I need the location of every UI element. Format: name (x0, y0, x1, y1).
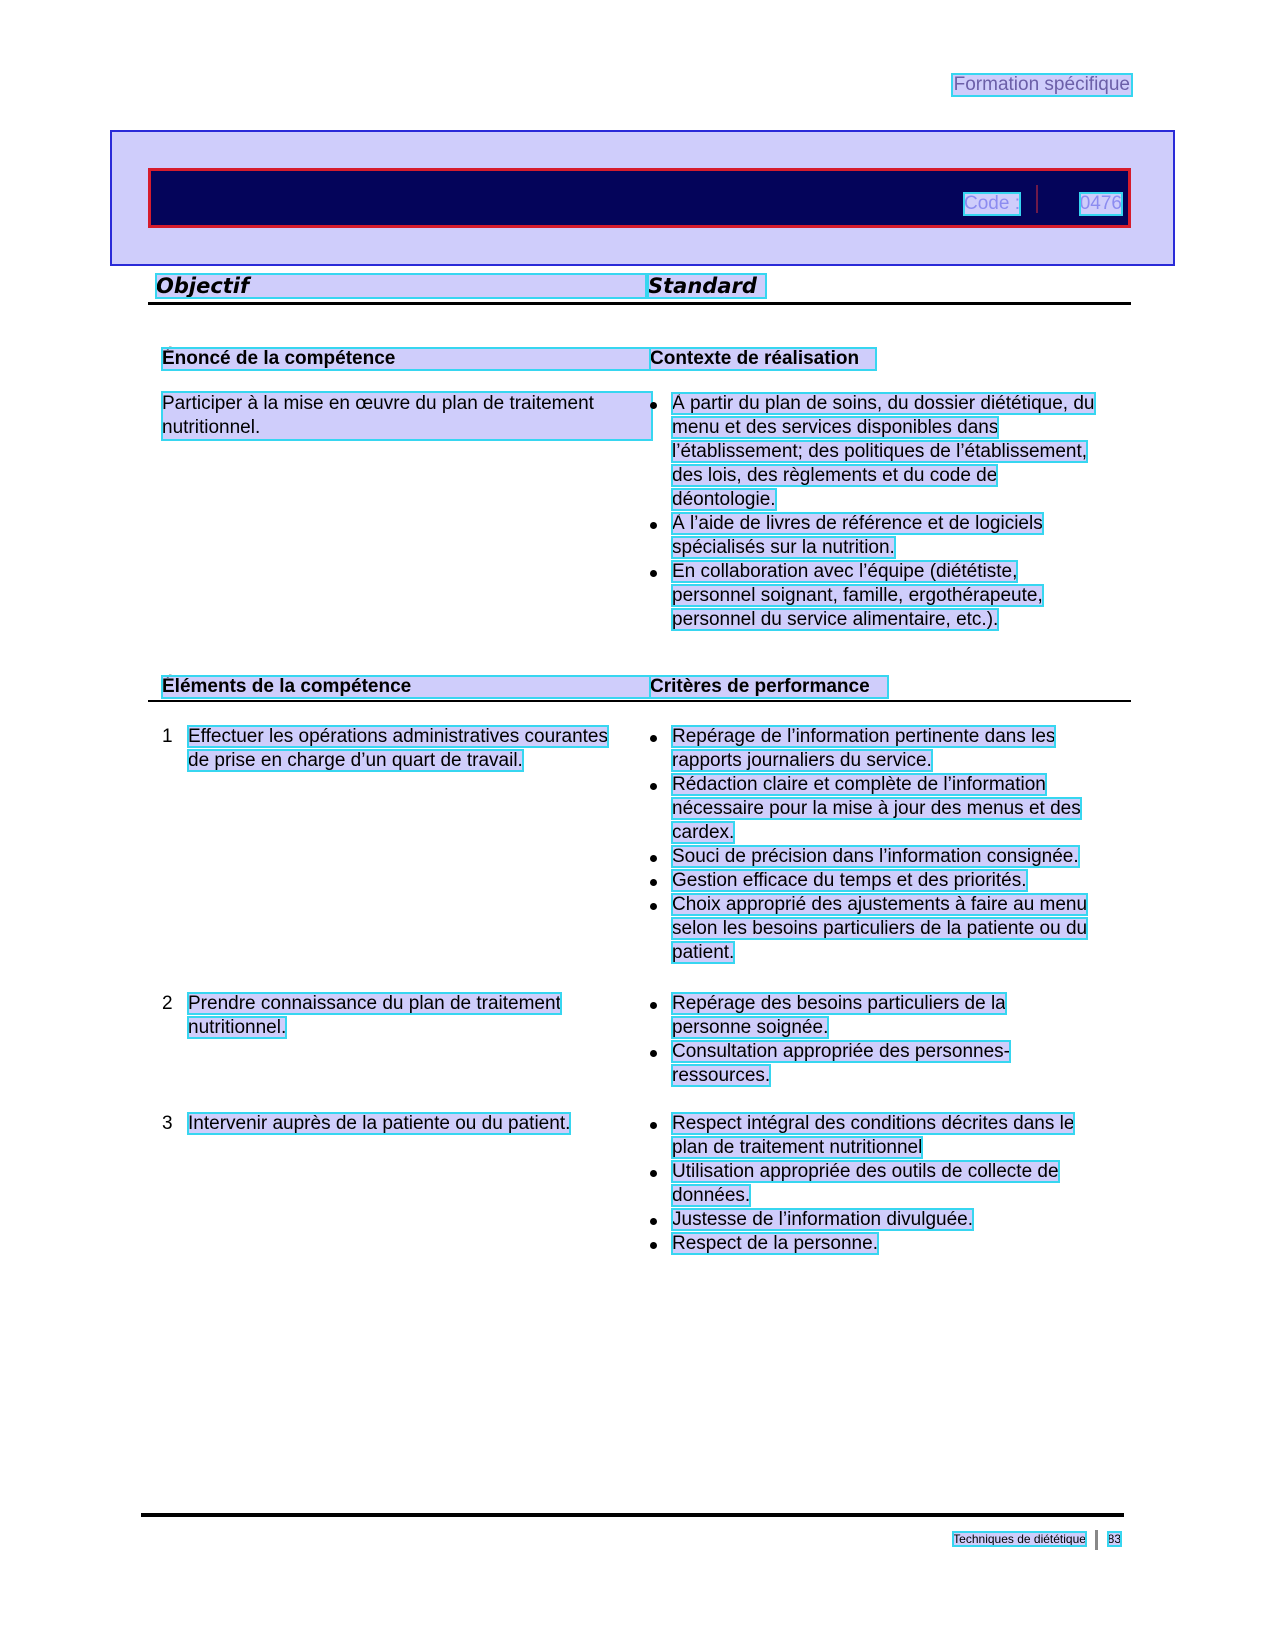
list-item: Souci de précision dans l’information consignée. (650, 845, 1110, 869)
list-item: Justesse de l’information divulguée. (650, 1208, 1110, 1232)
criteria-3 (650, 1112, 1110, 1256)
enonce-text: Participer à la mise en œuvre du plan de traitement nutritionnel. (162, 392, 652, 440)
footer-rule (141, 1513, 1124, 1517)
elements-heading: Éléments de la compétence (162, 676, 652, 698)
header-rule (148, 302, 1131, 305)
code-label: Code : (964, 193, 1020, 214)
list-item: Rédaction claire et complète de l’information nécessaire pour la mise à jour des menus et des cardex. (650, 773, 1110, 845)
list-item: À partir du plan de soins, du dossier diététique, du menu et des services disponibles dans l’établissement; des politiques de l’établissement, des lois, des règlements et du code de déontologie. (650, 392, 1105, 512)
list-item: Respect intégral des conditions décrites dans le plan de traitement nutritionnel (650, 1112, 1110, 1160)
footer (953, 1530, 1121, 1550)
enonce-heading: Énoncé de la compétence (162, 348, 652, 370)
list-item: En collaboration avec l’équipe (diététiste, personnel soignant, famille, ergothérapeute, personnel du service alimentaire, etc.). (650, 560, 1105, 632)
code-separator (1036, 185, 1038, 213)
standard-title: Standard (648, 274, 766, 298)
elements-rule (148, 700, 1131, 702)
contexte-list (650, 392, 1105, 632)
criteria-1 (650, 725, 1110, 965)
element-2: 2 Prendre connaissance du plan de traitement nutritionnel. (162, 993, 561, 1038)
page-number: 83 (1107, 1532, 1121, 1547)
criteria-2 (650, 992, 1060, 1088)
objectif-title: Objectif (156, 274, 646, 298)
list-item: Repérage de l’information pertinente dans les rapports journaliers du service. (650, 725, 1110, 773)
contexte-heading: Contexte de réalisation (650, 348, 876, 370)
criteria-heading: Critères de performance (650, 676, 888, 698)
footer-program: Techniques de diététique (953, 1532, 1086, 1547)
element-3: 3 Intervenir auprès de la patiente ou du patient. (162, 1113, 571, 1134)
list-item: Consultation appropriée des personnes-ressources. (650, 1040, 1060, 1088)
list-item: Choix approprié des ajustements à faire au menu selon les besoins particuliers de la patiente ou du patient. (650, 893, 1110, 965)
list-item: Repérage des besoins particuliers de la personne soignée. (650, 992, 1060, 1040)
list-item: Utilisation appropriée des outils de collecte de données. (650, 1160, 1110, 1208)
element-1: 1 Effectuer les opérations administratives courantes de prise en charge d’un quart de travail. (162, 726, 608, 771)
competency-banner (110, 130, 1175, 266)
list-item: Respect de la personne. (650, 1232, 1110, 1256)
list-item: Gestion efficace du temps et des priorités. (650, 869, 1110, 893)
footer-separator (1095, 1530, 1098, 1550)
code-bar (148, 168, 1131, 228)
running-header: Formation spécifique (953, 74, 1130, 95)
code-value: 0476 (1079, 193, 1122, 214)
list-item: À l’aide de livres de référence et de logiciels spécialisés sur la nutrition. (650, 512, 1105, 560)
